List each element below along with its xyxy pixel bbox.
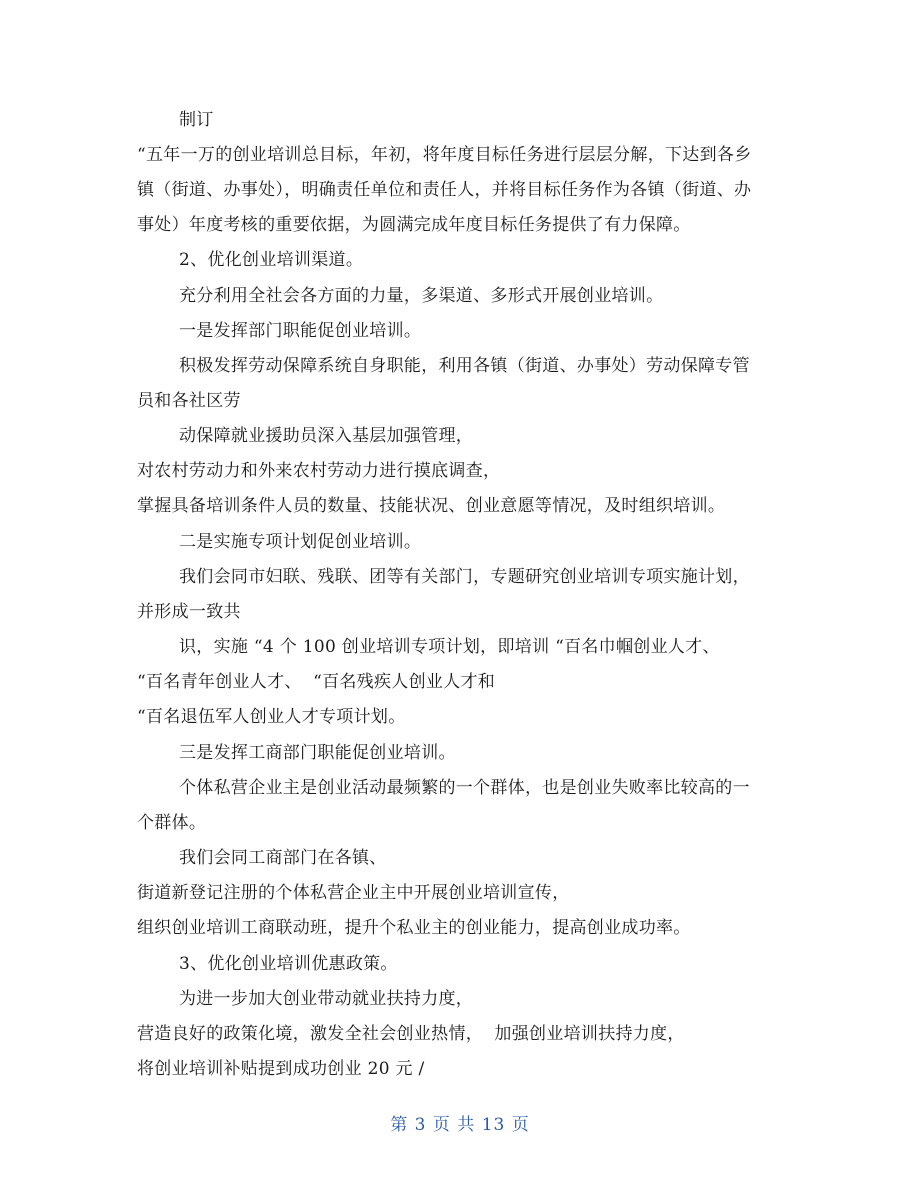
text-line: 我们会同工商部门在各镇、	[179, 848, 387, 868]
text-line: 个体私营企业主是创业活动最频繁的一个群体，也是创业失败率比较高的一	[179, 778, 750, 798]
text-line: 个群体。	[137, 813, 207, 833]
text-line: “百名退伍军人创业人才专项计划。	[137, 707, 406, 727]
text-line: 将创业培训补贴提到成功创业 20 元 /	[137, 1059, 425, 1079]
text-line: “百名青年创业人才、 “百名残疾人创业人才和	[137, 672, 496, 692]
text-line: 积极发挥劳动保障系统自身职能，利用各镇（街道、办事处）劳动保障专管	[179, 356, 750, 376]
text-line: 事处）年度考核的重要依据，为圆满完成年度目标任务提供了有力保障。	[137, 215, 691, 235]
text-line: 对农村劳动力和外来农村劳动力进行摸底调查，	[137, 461, 501, 481]
page-number: 第 3 页 共 13 页	[390, 1115, 530, 1135]
text-line: 一是发挥部门职能促创业培训。	[179, 321, 422, 341]
text-line: 2、优化创业培训渠道。	[179, 250, 364, 270]
text-line: 营造良好的政策化境，激发全社会创业热情， 加强创业培训扶持力度，	[137, 1024, 685, 1044]
text-line: 识，实施 “4 个 100 创业培训专项计划，即培训 “百名巾帼创业人才、	[179, 637, 720, 657]
text-line: 充分利用全社会各方面的力量，多渠道、多形式开展创业培训。	[179, 286, 664, 306]
text-line: 我们会同市妇联、残联、团等有关部门，专题研究创业培训专项实施计划，	[179, 567, 750, 587]
text-line: 街道新登记注册的个体私营企业主中开展创业培训宣传，	[137, 883, 570, 903]
text-line: 为进一步加大创业带动就业扶持力度，	[179, 989, 474, 1009]
text-line: 二是实施专项计划促创业培训。	[179, 532, 422, 552]
text-line: 掌握具备培训条件人员的数量、技能状况、创业意愿等情况，及时组织培训。	[137, 496, 726, 516]
text-line: 制订	[179, 110, 214, 130]
text-line: 3、优化创业培训优惠政策。	[179, 954, 398, 974]
text-line: 员和各社区劳	[137, 391, 241, 411]
text-line: 并形成一致共	[137, 602, 241, 622]
text-line: 三是发挥工商部门职能促创业培训。	[179, 743, 456, 763]
text-line: 组织创业培训工商联动班，提升个私业主的创业能力，提高创业成功率。	[137, 918, 691, 938]
text-line: “五年一万的创业培训总目标，年初，将年度目标任务进行层层分解，下达到各乡	[137, 145, 752, 165]
text-line: 镇（街道、办事处），明确责任单位和责任人，并将目标任务作为各镇（街道、办	[137, 180, 752, 200]
text-line: 动保障就业援助员深入基层加强管理，	[179, 426, 474, 446]
